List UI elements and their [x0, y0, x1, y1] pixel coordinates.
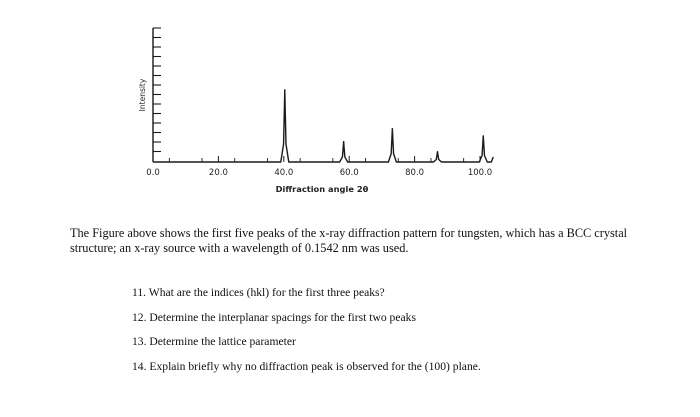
y-axis-label: Intensity — [138, 78, 147, 112]
x-tick-label: 40.0 — [274, 168, 294, 178]
x-axis — [153, 156, 480, 162]
question-12: 12. Determine the interplanar spacings for the first two peaks — [132, 310, 416, 324]
y-axis — [153, 28, 161, 162]
xrd-chart — [0, 0, 700, 205]
peak-4 — [437, 151, 439, 153]
x-axis-label: Diffraction angle 2θ — [275, 184, 369, 194]
peak-markers — [284, 89, 484, 153]
question-13: 13. Determine the lattice parameter — [132, 335, 296, 348]
x-tick-label: 60.0 — [339, 168, 359, 178]
problem-statement: The Figure above shows the first five peaks of the x-ray diffraction pattern for tungsten, which has a BCC crystal structure; an x-ray source with a wavelength of 0.1542 nm was used. — [70, 226, 628, 255]
x-tick-label: 100.0 — [467, 168, 493, 178]
question-list — [132, 286, 652, 384]
peak-5 — [482, 135, 484, 137]
x-tick-label: 80.0 — [405, 168, 425, 178]
peak-1 — [284, 89, 286, 91]
x-tick-label: 0.0 — [146, 168, 160, 178]
x-tick-labels — [146, 168, 492, 178]
question-14: 14. Explain briefly why no diffraction peak is observed for the (100) plane. — [132, 359, 481, 373]
peak-3 — [392, 128, 394, 130]
diffraction-pattern-line — [153, 90, 493, 162]
peak-2 — [343, 141, 345, 143]
x-tick-label: 20.0 — [208, 168, 228, 178]
question-11: 11. What are the indices (hkl) for the first three peaks? — [132, 286, 385, 299]
